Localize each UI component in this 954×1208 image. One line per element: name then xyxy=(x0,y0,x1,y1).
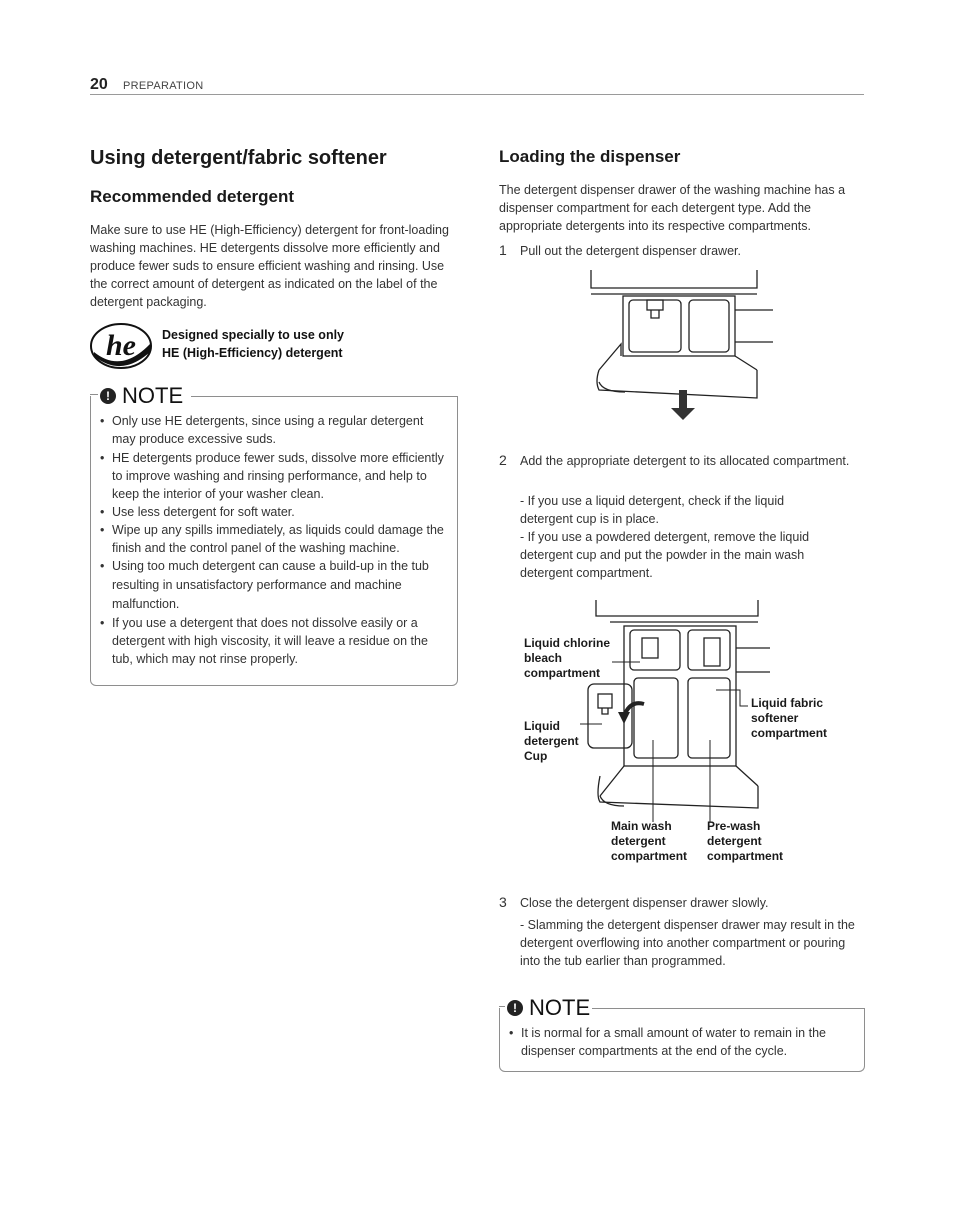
page-number: 20 xyxy=(90,76,108,93)
step-2-text: Add the appropriate detergent to its allocated compartment. xyxy=(520,454,850,468)
bleach-compartment-label: Liquid chlorine bleach compartment xyxy=(524,636,610,680)
note-item: • Using too much detergent can cause a build-up in the tub resulting in unsatisfactory performance and machine malfunction. xyxy=(91,557,445,614)
exclamation-circle-icon: ! xyxy=(100,388,116,404)
note-box-left xyxy=(90,384,458,686)
note-list xyxy=(91,412,445,668)
he-description xyxy=(162,326,344,362)
note-item: • If you use a detergent that does not dissolve easily or a detergent with high viscosity, it will leave a residue on the tub, which may not rinse properly. xyxy=(91,614,445,668)
drawer-pulled-out-diagram xyxy=(585,270,780,420)
note-item: • It is normal for a small amount of water to remain in the dispenser compartments at the end of the cycle. xyxy=(500,1024,854,1060)
section-title: PREPARATION xyxy=(123,80,204,92)
note-title: NOTE xyxy=(122,383,184,408)
step-1-number: 1 xyxy=(499,242,507,258)
loading-dispenser-heading: Loading the dispenser xyxy=(499,147,681,166)
note-item: • Use less detergent for soft water. xyxy=(91,503,445,521)
liquid-detergent-cup-label: Liquid detergent Cup xyxy=(524,719,579,763)
page-title: Using detergent/fabric softener xyxy=(90,147,387,169)
loading-dispenser-intro: The detergent dispenser drawer of the washing machine has a dispenser compartment for each detergent type. Add the appropriate detergents into its respective compartments. xyxy=(499,183,846,233)
curved-arrow-icon xyxy=(618,703,644,724)
main-wash-compartment-label: Main wash detergent compartment xyxy=(611,819,688,863)
he-line-2: HE (High-Efficiency) detergent xyxy=(162,346,343,360)
note-box-right xyxy=(499,996,865,1072)
step-2-number: 2 xyxy=(499,452,507,468)
header-divider xyxy=(90,94,864,95)
step-3-note: - Slamming the detergent dispenser drawer may result in the detergent overflowing into another compartment or pouring into the tub earlier than programmed. xyxy=(520,918,855,968)
recommended-detergent-text: Make sure to use HE (High-Efficiency) detergent for front-loading washing machines. HE detergents dissolve more efficiently and produce fewer suds to ensure efficient washing and rinsing. Use the correct amount of detergent as indicated on the label of the detergent packaging. xyxy=(90,223,449,309)
step-2-powder-note: - If you use a powdered detergent, remove the liquid detergent cup and put the powder in the main wash detergent compartment. xyxy=(520,530,810,580)
step-3-text: Close the detergent dispenser drawer slowly. xyxy=(520,896,769,910)
he-logo-text: he xyxy=(106,329,136,362)
exclamation-circle-icon: ! xyxy=(507,1000,523,1016)
step-3-number: 3 xyxy=(499,894,507,910)
note-item: • HE detergents produce fewer suds, dissolve more efficiently to improve washing and rinsing performance, and help to keep the interior of your washer clean. xyxy=(91,449,445,503)
he-logo xyxy=(90,322,152,370)
he-line-1: Designed specially to use only xyxy=(162,328,345,342)
note-list xyxy=(500,1024,854,1060)
step-2-liquid-note: - If you use a liquid detergent, check if the liquid detergent cup is in place. xyxy=(520,494,785,526)
dispenser-compartments-diagram xyxy=(580,600,780,830)
step-1-text: Pull out the detergent dispenser drawer. xyxy=(520,244,741,258)
note-title: NOTE xyxy=(529,995,591,1020)
prewash-compartment-label: Pre-wash detergent compartment xyxy=(707,819,784,863)
softener-compartment-label: Liquid fabric softener compartment xyxy=(751,696,828,740)
note-item: • Only use HE detergents, since using a regular detergent may produce excessive suds. xyxy=(91,412,445,448)
recommended-detergent-heading: Recommended detergent xyxy=(90,187,295,206)
note-item: • Wipe up any spills immediately, as liquids could damage the finish and the control panel of the washing machine. xyxy=(91,521,445,557)
